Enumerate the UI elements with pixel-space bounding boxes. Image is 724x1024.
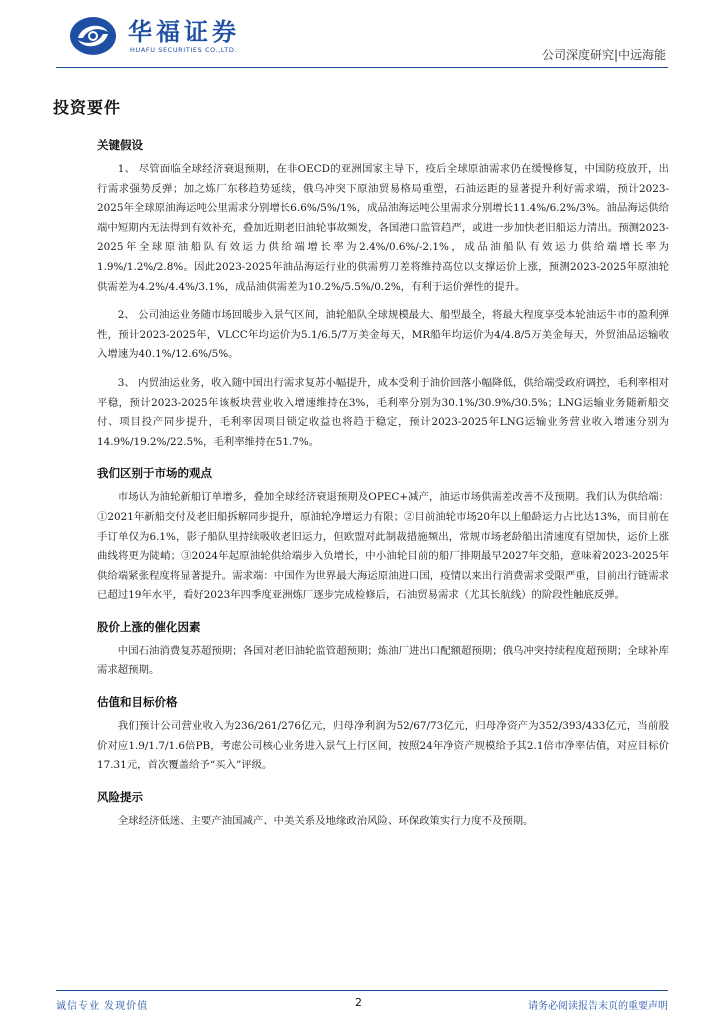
paragraph: 1、 尽管面临全球经济衰退预期，在非OECD的亚洲国家主导下，疫后全球原油需求仍在缓慢修复，中国防疫放开，出行需求强势反弹；加之炼厂东移趋势延续，俄乌冲突下原油贸易格局重塑，石油运距的显著提升利好需求端，预计2023-2025年全球原油海运吨公里需求分别增长6.6%/5%/1%，成品油海运吨公里需求分别增长11.4%/6.2%/3%。油品海运供给端中短期内无法得到有效补充，叠加近期老旧油轮事故频发，各国港口监管趋严，或进一步加快老旧船运力清出。预测2023-2025年全球原油船队有效运力供给端增长率为2.4%/0.6%/-2.1%，成品油船队有效运力供给端增长率为1.9%/1.2%/2.8%。因此2023-2025年油品海运行业的供需剪刀差将维持高位以支撑运价上涨，预测2023-2025年原油轮供需差为4.2%/4.4%/3.1%，成品油供需差为10.2%/5.5%/0.2%，有利于运价弹性的提升。 — [97, 163, 669, 293]
brand-name: 华福证券 — [128, 18, 240, 46]
section-title: 估值和目标价格 — [97, 695, 178, 710]
page-number: 2 — [355, 996, 362, 1009]
paragraph: 全球经济低迷、主要产油国减产、中美关系及地缘政治风险、环保政策实行力度不及预期。 — [117, 814, 534, 827]
page-header — [0, 0, 724, 70]
section-catalysts — [97, 619, 669, 681]
section-differentiated-view — [97, 465, 669, 606]
brand-name-en: HUAFU SECURITIES CO.,LTD. — [130, 46, 238, 54]
footer-slogan: 诚信专业 发现价值 — [56, 1001, 149, 1012]
report-type: 公司深度研究|中远海能 — [541, 48, 666, 62]
paragraph: 我们预计公司营业收入为236/261/276亿元，归母净利润为52/67/73亿元，归母净资产为352/393/433亿元，当前股价对应1.9/1.7/1.6倍PB，考虑公司核心业务进入景气上行区间，按照24年净资产规模给予其2.1倍市净率估值，对应目标价17.31元，首次覆盖给予“买入”评级。 — [97, 720, 669, 772]
section-key-assumptions — [97, 137, 669, 452]
section-title: 风险提示 — [97, 789, 143, 804]
header-divider — [56, 67, 668, 68]
paragraph: 2、 公司油运业务随市场回暖步入景气区间，油轮船队全球规模最大、船型最全，将最大程度享受本轮油运牛市的盈利弹性，预计2023-2025年，VLCC年均运价为5.1/6.5/7万美金每天，MR船年均运价为4/4.8/5万美金每天，外贸油品运输收入增速为40.1%/12.6%/5%。 — [97, 309, 669, 361]
report-body — [97, 137, 669, 840]
paragraph: 3、 内贸油运业务，收入随中国出行需求复苏小幅提升，成本受利于油价回落小幅降低，供给端受政府调控，毛利率相对平稳，预计2023-2025年该板块营业收入增速维持在3%，毛利率分别为30.1%/30.9%/30.5%；LNG运输业务随新船交付、项目投产同步提升，毛利率因项目锁定收益也将趋于稳定，预计2023-2025年LNG运输业务营业收入增速分别为14.9%/19.2%/22.5%，毛利率维持在51.7%。 — [97, 376, 669, 448]
footer-disclaimer: 请务必阅读报告末页的重要声明 — [528, 1001, 668, 1012]
page-title: 投资要件 — [53, 98, 122, 117]
section-title: 股价上涨的催化因素 — [97, 619, 201, 634]
section-title: 关键假设 — [97, 138, 143, 152]
huafu-logo-icon — [68, 14, 118, 58]
section-valuation — [97, 694, 669, 776]
section-risks — [97, 789, 669, 832]
paragraph: 中国石油消费复苏超预期；各国对老旧油轮监管超预期；炼油厂进出口配额超预期；俄乌冲突持续程度超预期；全球补库需求超预期。 — [97, 644, 669, 677]
footer-divider — [56, 990, 668, 991]
section-title: 我们区别于市场的观点 — [97, 466, 212, 481]
paragraph: 市场认为油轮新船订单增多，叠加全球经济衰退预期及OPEC+减产，油运市场供需差改善不及预期。我们认为供给端：①2021年新船交付及老旧船拆解同步提升，原油轮净增运力有限；②目前油轮市场20年以上船龄运力占比达13%，而目前在手订单仅为6.1%，影子船队里持续吸收老旧运力，但欧盟对此制裁措施频出，常规市场老龄船出清速度有望加快，运价上涨曲线将更为陡峭；③2024年起原油轮供给端步入负增长，中小油轮目前的船厂排期最早2027年交船，意味着2023-2025年供给端紧张程度将显著提升。需求端：中国作为世界最大海运原油进口国，疫情以来出行消费需求受限严重，目前出行链需求已超过19年水平，看好2023年四季度亚洲炼厂逐步完成检修后，石油贸易需求（尤其长航线）的阶段性触底反弹。 — [97, 491, 669, 602]
